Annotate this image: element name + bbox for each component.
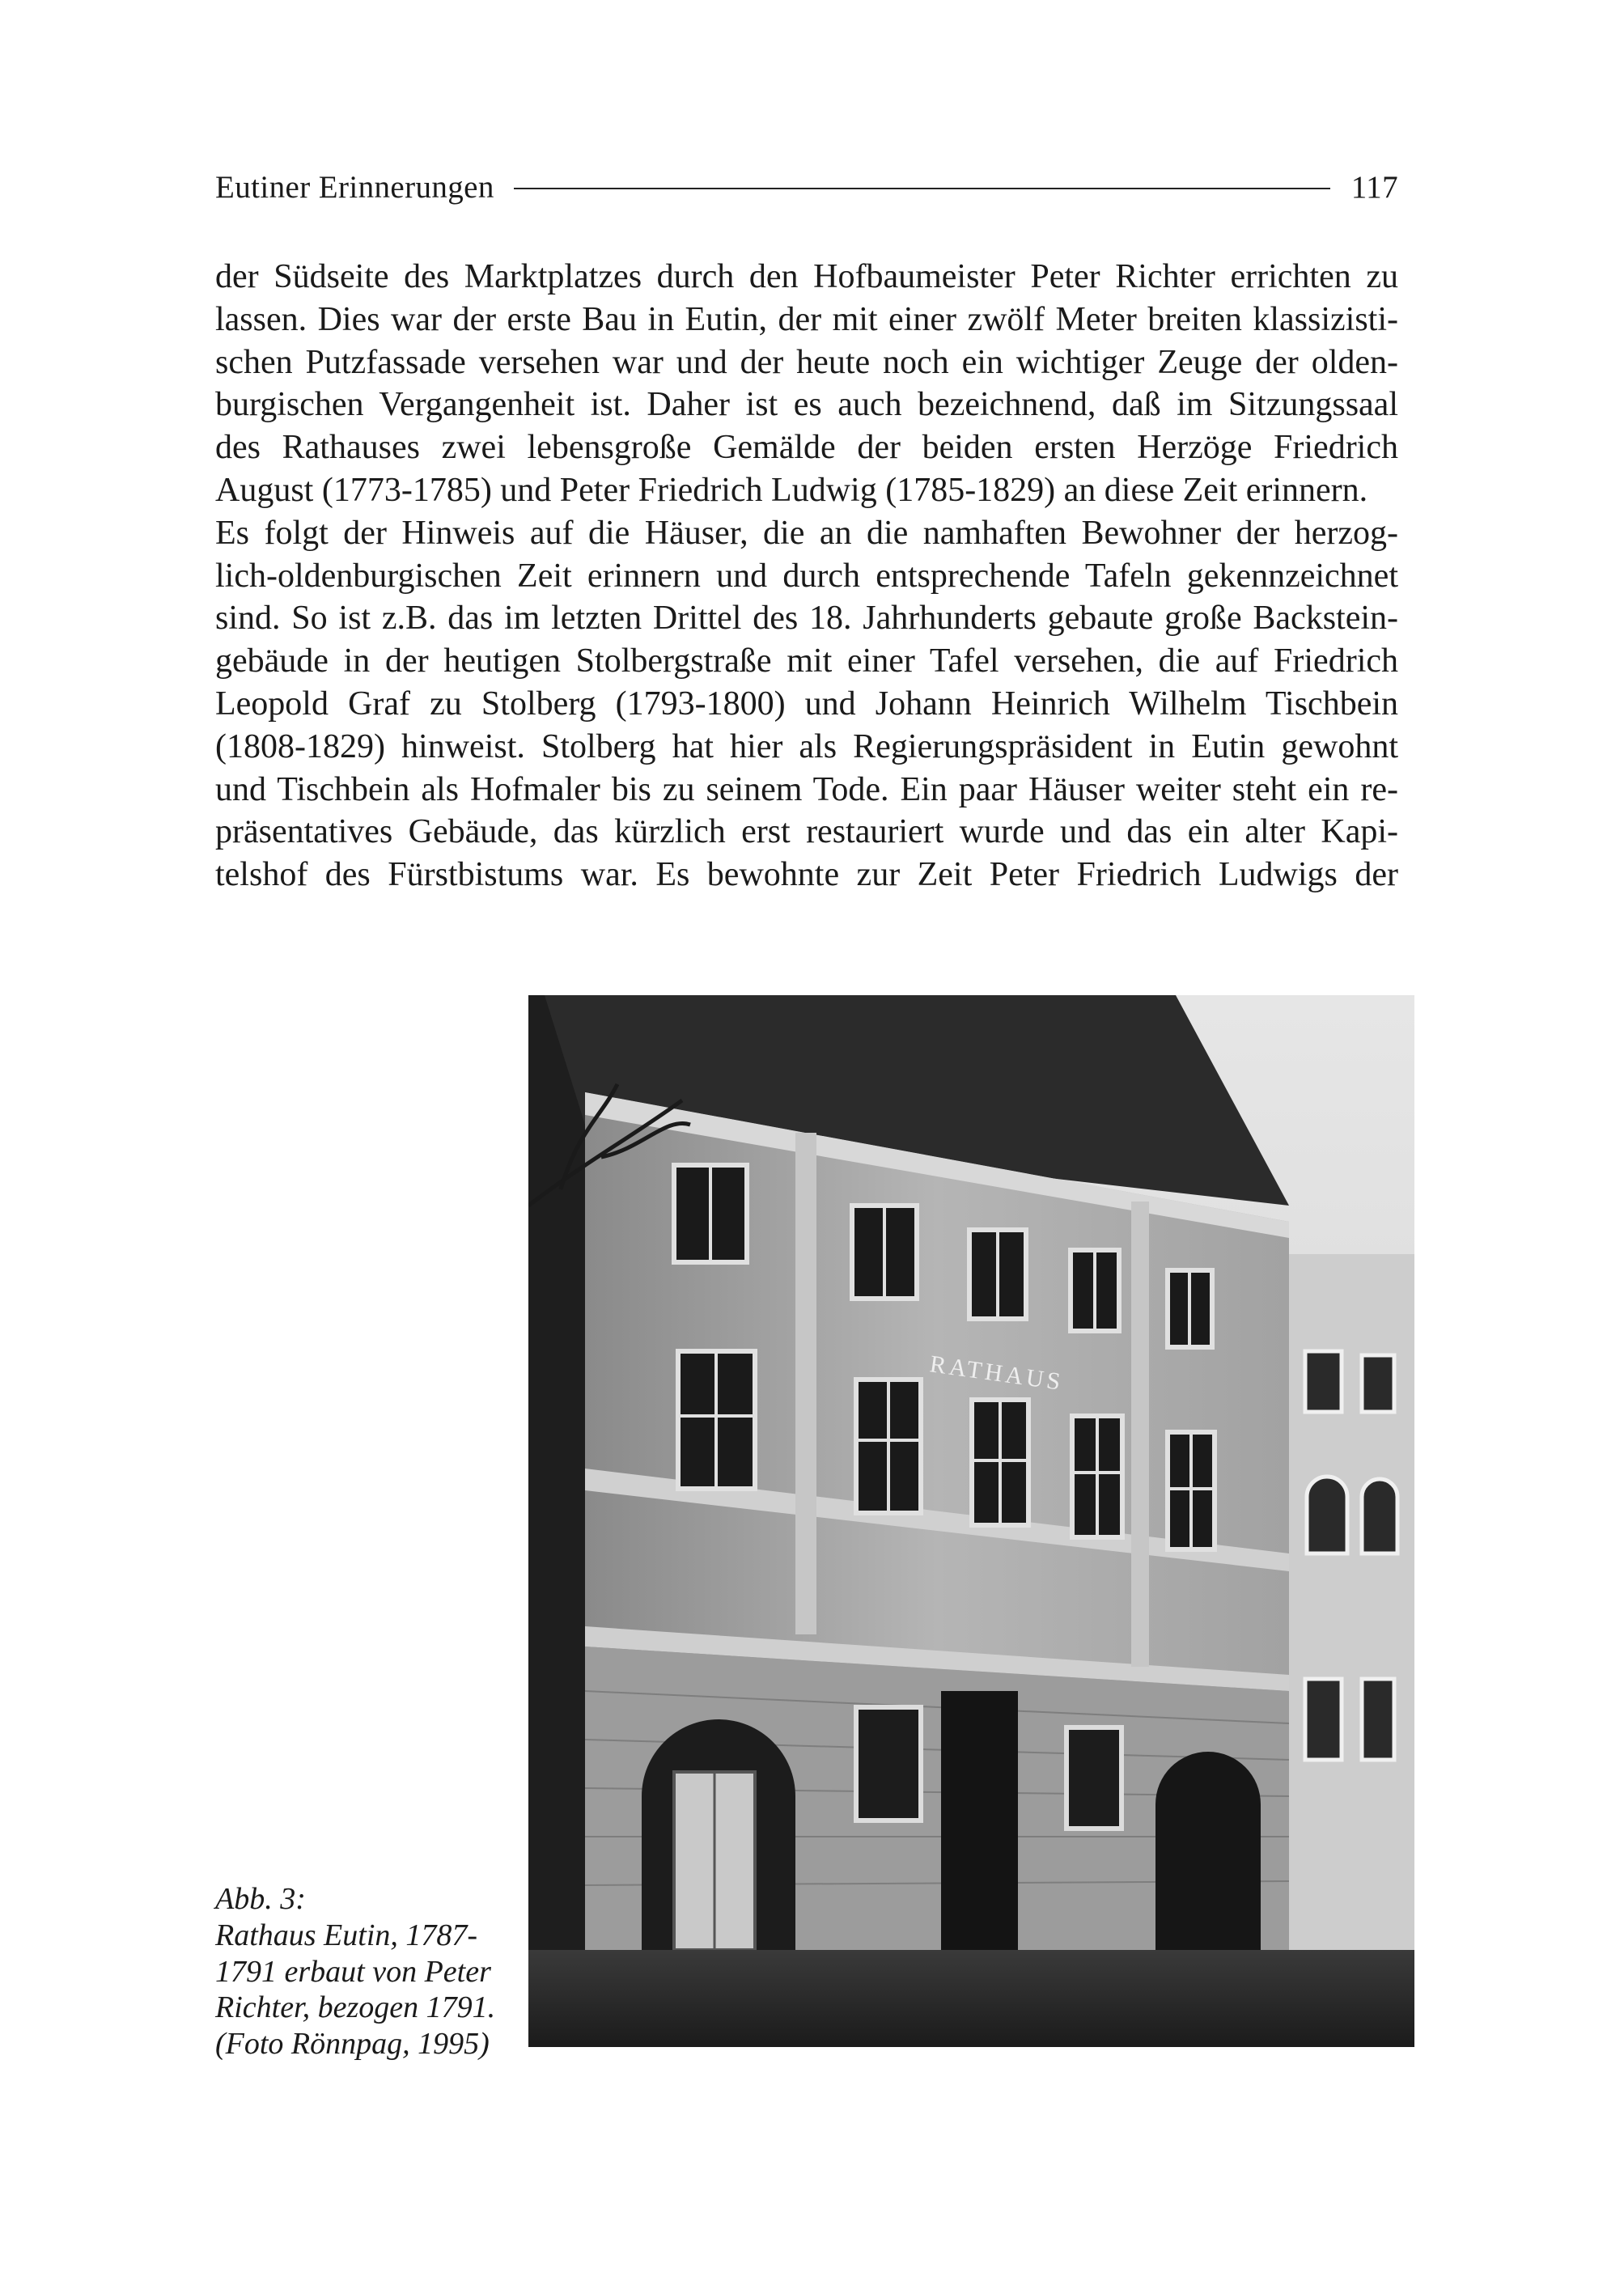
text-line: Leopold Graf zu Stolberg (1793-1800) und Johann Heinrich Wilhelm Tischbein — [215, 685, 1398, 723]
figure-caption — [215, 1881, 515, 2062]
text-line: sind. So ist z.B. das im letzten Drittel des 18. Jahrhunderts gebaute große Backstein- — [215, 600, 1398, 638]
text-line: telshof des Fürstbistums war. Es bewohnte zur Zeit Peter Friedrich Ludwigs der — [215, 856, 1398, 894]
text-line: August (1773-1785) und Peter Friedrich Ludwig (1785-1829) an diese Zeit erinnern. — [215, 471, 1368, 509]
running-head — [215, 166, 1398, 208]
text-line: burgischen Vergangenheit ist. Daher ist es auch bezeichnend, daß im Sitzungssaal — [215, 386, 1398, 424]
caption-line: Richter, bezogen 1791. — [215, 1990, 496, 2025]
caption-line: 1791 erbaut von Peter — [215, 1954, 491, 1989]
text-line: gebäude in der heutigen Stolbergstraße mit einer Tafel versehen, die auf Friedrich — [215, 642, 1398, 680]
caption-line: (Foto Rönnpag, 1995) — [215, 2027, 490, 2062]
running-head-title: Eutiner Erinnerungen — [215, 169, 494, 205]
text-line: schen Putzfassade versehen war und der heute noch ein wichtiger Zeuge der olden- — [215, 343, 1398, 381]
building-photo-illustration — [528, 995, 1414, 2047]
caption-line: Abb. 3: — [215, 1882, 306, 1916]
running-head-rule — [514, 188, 1330, 189]
photo-rathaus-eutin — [528, 995, 1414, 2047]
text-line: lassen. Dies war der erste Bau in Eutin, der mit einer zwölf Meter breiten klassizisti- — [215, 300, 1398, 338]
text-line: lich-oldenburgischen Zeit erinnern und durch entsprechende Tafeln gekennzeichnet — [215, 557, 1398, 595]
facade-lettering: RATHAUS — [928, 1350, 1066, 1397]
text-line: (1808-1829) hinweist. Stolberg hat hier als Regierungspräsident in Eutin gewohnt — [215, 727, 1398, 765]
text-line: der Südseite des Marktplatzes durch den Hofbaumeister Peter Richter errichten zu — [215, 258, 1398, 295]
text-line: und Tischbein als Hofmaler bis zu seinem Tode. Ein paar Häuser weiter steht ein re- — [215, 770, 1398, 808]
caption-line: Rathaus Eutin, 1787- — [215, 1918, 478, 1952]
text-line: des Rathauses zwei lebensgroße Gemälde der beiden ersten Herzöge Friedrich — [215, 429, 1398, 467]
body-paragraph — [215, 256, 1398, 896]
text-line: Es folgt der Hinweis auf die Häuser, die an die namhaften Bewohner der herzog- — [215, 514, 1398, 552]
text-line: präsentatives Gebäude, das kürzlich erst restauriert wurde und das ein alter Kapi- — [215, 813, 1398, 851]
page-number: 117 — [1351, 169, 1398, 205]
